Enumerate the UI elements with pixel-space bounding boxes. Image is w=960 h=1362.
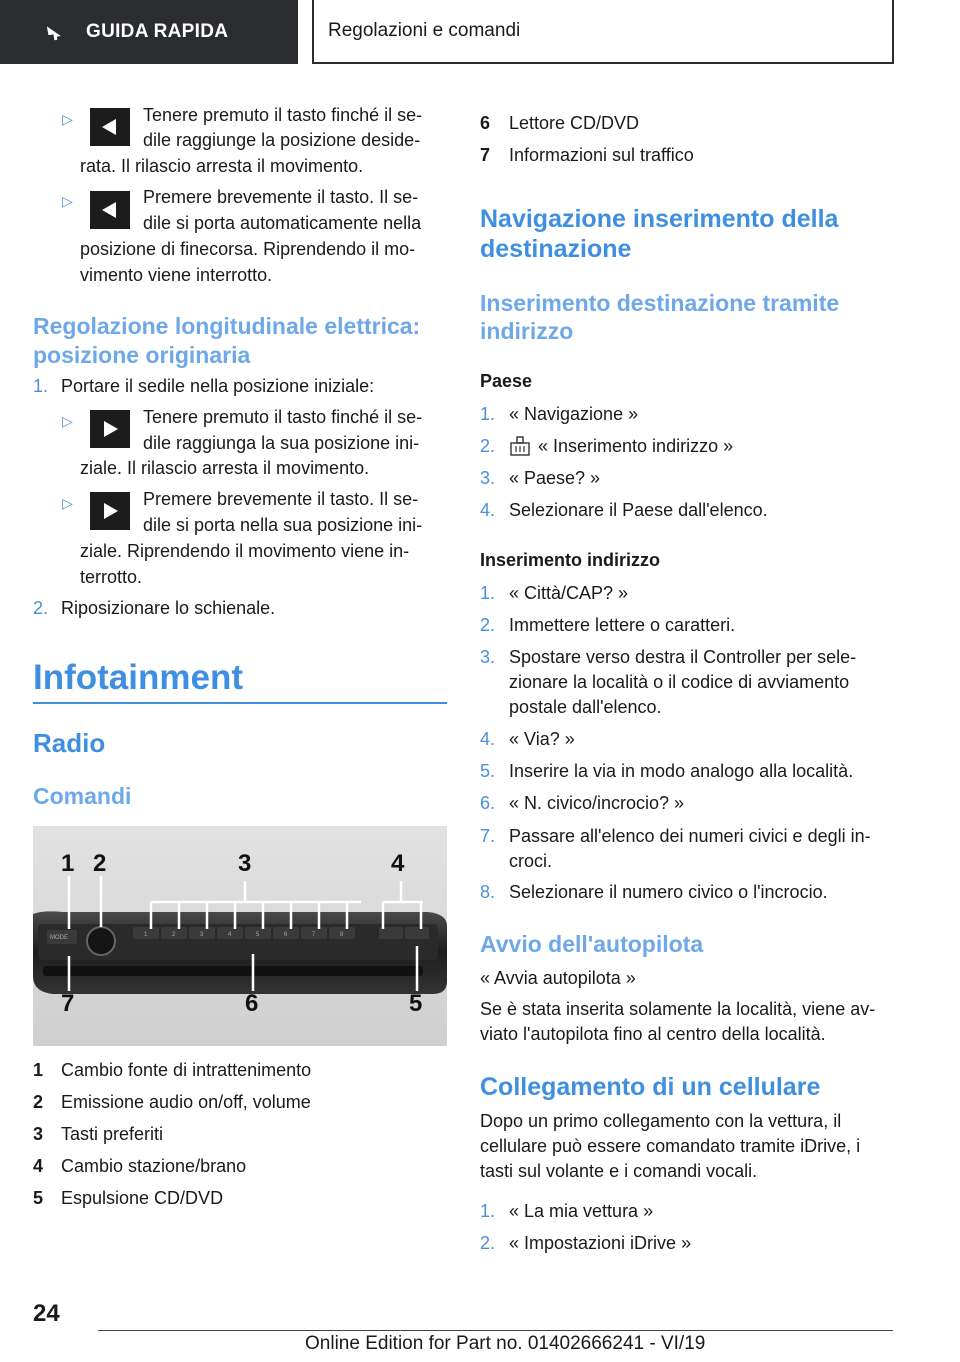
step-text: « Inserimento indirizzo » [538,436,734,456]
preset-key-label: 8 [340,932,344,938]
mode-key-label: MODE [50,935,68,941]
quick-guide-icon [46,23,64,41]
step-number: 5. [480,761,496,781]
bullet-marker: ▷ [62,413,73,429]
legend-text: Espulsione CD/DVD [61,1188,224,1208]
section-heading: Radio [33,728,106,758]
radio-panel-image [33,826,447,1046]
legend-number: 1 [33,1060,44,1080]
step-text: Selezionare il numero civico o l'incrocio. [509,882,828,902]
arrow-left-icon [100,200,120,220]
step-text: Selezionare il Paese dall'elenco. [509,500,768,520]
preset-key-label: 4 [228,932,232,938]
callout-3: 3 [238,850,252,877]
paragraph-text: tasti sul volante e i comandi vocali. [480,1161,758,1181]
step-text: « Impostazioni iDrive » [509,1233,692,1253]
subsection-heading: indirizzo [480,318,574,344]
bullet-text: Tenere premuto il tasto finché il se- [143,105,423,125]
step-text: « La mia vettura » [509,1201,654,1221]
step-number: 1. [480,1201,496,1221]
seat-forward-button-image [90,410,130,448]
seat-back-button-image [90,108,130,146]
legend-text: Emissione audio on/off, volume [61,1092,311,1112]
paragraph-text: Dopo un primo collegamento con la vettura, il [480,1111,842,1131]
bullet-marker: ▷ [62,495,73,511]
bullet-text: terrotto. [80,567,143,587]
paragraph-title: Paese [480,371,533,391]
step-number: 8. [480,882,496,902]
legend-number: 7 [480,145,491,165]
section-heading: Navigazione inserimento della [480,205,839,233]
bullet-text: dile raggiunga la sua posizione ini- [143,433,420,453]
legend-number: 3 [33,1124,44,1144]
step-text: Passare all'elenco dei numeri civici e degli in- [509,826,871,846]
bullet-text: posizione di finecorsa. Riprendendo il mo- [80,239,416,259]
section-tab[interactable] [0,0,298,64]
arrow-right-icon [100,419,120,439]
callout-7: 7 [61,990,75,1017]
preset-key-label: 6 [284,932,288,938]
chapter-heading: Infotainment [33,658,243,697]
step-number: 2. [480,436,496,456]
step-text: « Navigazione » [509,404,639,424]
chapter-title: Regolazioni e comandi [328,20,521,41]
step-text: postale dall'elenco. [509,697,662,717]
preset-key-label: 2 [172,932,176,938]
step-text: Inserire la via in modo analogo alla località. [509,761,854,781]
step-number: 1. [480,583,496,603]
preset-key-label: 5 [256,932,260,938]
preset-key-label: 1 [144,932,148,938]
bullet-text: dile si porta automaticamente nella [143,213,422,233]
step-text: Portare il sedile nella posizione iniziale: [61,376,375,396]
callout-1: 1 [61,850,75,877]
step-number: 4. [480,500,496,520]
legend-number: 6 [480,113,491,133]
bullet-text: Tenere premuto il tasto finché il se- [143,407,423,427]
bullet-text: Premere brevemente il tasto. Il se- [143,489,419,509]
preset-key-label: 7 [312,932,316,938]
heading-rule [33,702,447,704]
paragraph-text: Se è stata inserita solamente la località, viene av- [480,999,876,1019]
bullet-text: vimento viene interrotto. [80,265,273,285]
step-text: « Paese? » [509,468,601,488]
step-number: 1. [33,376,49,396]
section-title: GUIDA RAPIDA [86,21,229,42]
step-text: Spostare verso destra il Controller per sele- [509,647,857,667]
bullet-text: Premere brevemente il tasto. Il se- [143,187,419,207]
paragraph-text: viato l'autopilota fino al centro della località. [480,1024,826,1044]
subsection-heading: Avvio dell'autopilota [480,931,704,957]
seat-forward-button-image [90,492,130,530]
bullet-text: dile si porta nella sua posizione ini- [143,515,423,535]
subsection-heading: Comandi [33,783,132,809]
legend-number: 4 [33,1156,44,1176]
edition-text: Online Edition for Part no. 01402666241 - VI/19 [305,1333,706,1354]
footer-rule [98,1330,893,1331]
callout-4: 4 [391,850,405,877]
step-number: 6. [480,793,496,813]
arrow-right-icon [100,501,120,521]
step-number: 2. [480,615,496,635]
step-text: croci. [509,851,553,871]
step-text: « N. civico/incrocio? » [509,793,685,813]
legend-text: Informazioni sul traffico [509,145,694,165]
bullet-text: rata. Il rilascio arresta il movimento. [80,156,364,176]
page-number: 24 [33,1300,60,1327]
bullet-text: ziale. Il rilascio arresta il movimento. [80,458,370,478]
step-text: zionare la località o il codice di avviamento [509,672,850,692]
legend-number: 2 [33,1092,44,1112]
callout-6: 6 [245,990,259,1017]
step-number: 4. [480,729,496,749]
callout-2: 2 [93,850,107,877]
bullet-marker: ▷ [62,193,73,209]
step-number: 3. [480,468,496,488]
step-number: 2. [480,1233,496,1253]
subsection-heading: Inserimento destinazione tramite [480,290,840,316]
section-heading: Regolazione longitudinale elettrica: [33,313,421,339]
step-text: « Via? » [509,729,575,749]
address-input-icon [509,435,531,457]
step-text: « Città/CAP? » [509,583,629,603]
bullet-text: dile raggiunge la posizione deside- [143,130,421,150]
paragraph-title: Inserimento indirizzo [480,550,661,570]
seat-back-button-image [90,191,130,229]
legend-text: Cambio stazione/brano [61,1156,247,1176]
step-number: 2. [33,598,49,618]
section-heading: posizione originaria [33,342,251,368]
paragraph-text: cellulare può essere comandato tramite iDrive, i [480,1136,861,1156]
arrow-left-icon [100,117,120,137]
callout-5: 5 [409,990,423,1017]
step-number: 7. [480,826,496,846]
preset-key-label: 3 [200,932,204,938]
step-text: Riposizionare lo schienale. [61,598,276,618]
step-text: Immettere lettere o caratteri. [509,615,736,635]
legend-number: 5 [33,1188,44,1208]
legend-text: Cambio fonte di intrattenimento [61,1060,312,1080]
radio-panel-illustration [33,826,447,1046]
bullet-text: ziale. Riprendendo il movimento viene in- [80,541,410,561]
step-number: 3. [480,647,496,667]
chapter-header [312,0,894,64]
legend-text: Tasti preferiti [61,1124,164,1144]
bullet-marker: ▷ [62,111,73,127]
section-heading: Collegamento di un cellulare [480,1073,821,1101]
section-heading: destinazione [480,235,632,263]
step-number: 1. [480,404,496,424]
command-text: « Avvia autopilota » [480,968,636,988]
legend-text: Lettore CD/DVD [509,113,640,133]
